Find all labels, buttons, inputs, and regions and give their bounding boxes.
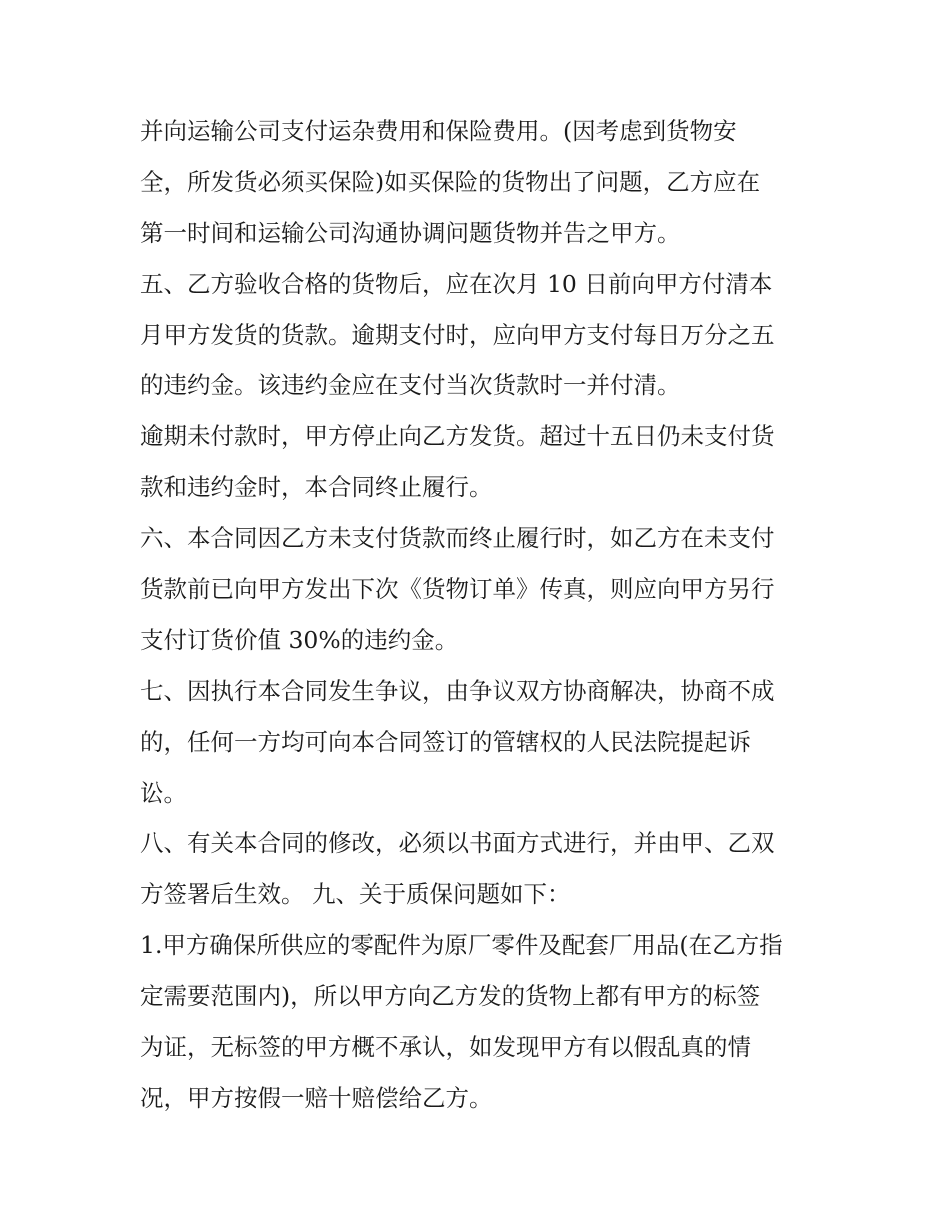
text-line: 定需要范围内)，所以甲方向乙方发的货物上都有甲方的标签 bbox=[140, 982, 761, 1011]
text-line: 讼。 bbox=[140, 778, 187, 807]
text-line: 月甲方发货的货款。逾期支付时，应向甲方支付每日万分之五 bbox=[140, 320, 775, 349]
text-line: 款和违约金时，本合同终止履行。 bbox=[140, 473, 493, 502]
text-line: 的违约金。该违约金应在支付当次货款时一并付清。 bbox=[140, 371, 681, 400]
text-line: 七、因执行本合同发生争议，由争议双方协商解决，协商不成 bbox=[140, 676, 775, 705]
text-line: 支付订货价值 30%的违约金。 bbox=[140, 625, 459, 654]
text-line: 逾期未付款时，甲方停止向乙方发货。超过十五日仍未支付货 bbox=[140, 422, 775, 451]
text-line: 八、有关本合同的修改，必须以书面方式进行，并由甲、乙双 bbox=[140, 829, 775, 858]
text-line: 全，所发货必须买保险)如买保险的货物出了问题，乙方应在 bbox=[140, 167, 761, 196]
text-line: 并向运输公司支付运杂费用和保险费用。(因考虑到货物安 bbox=[140, 117, 737, 145]
text-line: 为证，无标签的甲方概不承认，如发现甲方有以假乱真的情 bbox=[140, 1033, 751, 1062]
text-line: 方签署后生效。 九、关于质保问题如下： bbox=[140, 880, 571, 909]
text-line: 况，甲方按假一赔十赔偿给乙方。 bbox=[140, 1083, 493, 1112]
text-line: 1.甲方确保所供应的零配件为原厂零件及配套厂用品(在乙方指 bbox=[140, 931, 783, 960]
text-line: 六、本合同因乙方未支付货款而终止履行时，如乙方在未支付 bbox=[140, 524, 775, 553]
text-line: 货款前已向甲方发出下次《货物订单》传真，则应向甲方另行 bbox=[140, 575, 775, 604]
contract-text bbox=[140, 106, 820, 1124]
text-line: 五、乙方验收合格的货物后，应在次月 10 日前向甲方付清本 bbox=[140, 269, 773, 298]
text-line: 第一时间和运输公司沟通协调问题货物并告之甲方。 bbox=[140, 218, 681, 247]
text-line: 的，任何一方均可向本合同签订的管辖权的人民法院提起诉 bbox=[140, 727, 751, 756]
